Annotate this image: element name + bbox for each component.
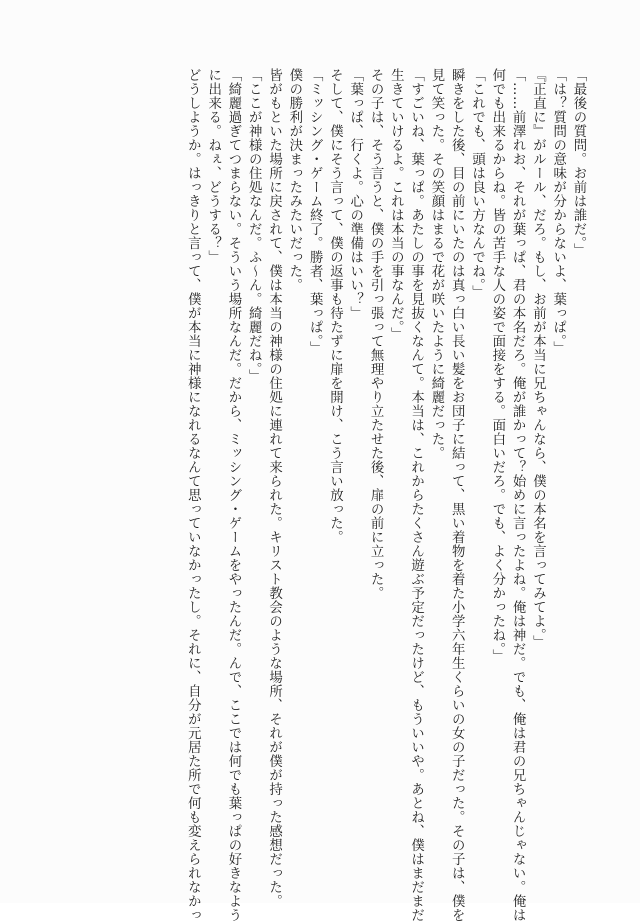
text-line: 「最後の質問。お前は誰だ。」 (571, 68, 586, 258)
text-line: 「すごいね、葉っぱ。あたしの事を見抜くなんて。本当は、これからたくさん遊ぶ予定だったけど、もういいや。あとね、僕はまだまだ (408, 68, 424, 922)
text-line: 何でも出来るからね。皆の苦手な人の姿で面接をする。面白いだろ。でも、よく分かったね。」 (489, 68, 505, 664)
text-line: 僕の勝利が決まったみたいだった。 (286, 68, 302, 292)
text-line: 生きていけるよ。これは本当の事なんだ。」 (388, 68, 404, 342)
text-line: どうしようか。はっきりと言って、僕が本当に神様になれるなんて思っていなかったし。それに、自分が元居た所で何も変えられなかっ (185, 68, 201, 922)
text-line: 『正直に』がルール、だろ。もし、お前が本当に兄ちゃんなら、僕の本名を言ってみてよ。」 (530, 68, 546, 650)
text-line: 瞬きをした後、目の前にいたのは真っ白い長い髪をお団子に結って、黒い着物を着た小学六年生くらいの女の子だった。その子は、僕を (449, 68, 465, 922)
text-line: に出来る。ねぇ、どうする？」 (205, 68, 221, 264)
text-line: 「……前澤れお、それが葉っぱ、君の本名だろ。俺が誰かって？始めに言ったよね。俺は神だ。でも、俺は君の兄ちゃんじゃない。俺は (510, 68, 526, 922)
text-line: 皆がもといた場所に戻されて、僕は本当の神様の住処に連れて来られた。キリスト教会のような場所、それが僕が持った感想だった。 (266, 68, 282, 908)
text-line: 見て笑った。その笑顔はまるで花が咲いたように綺麗だった。 (428, 68, 444, 460)
vertical-text-body (182, 68, 588, 922)
text-line: 「ミッシング・ゲーム終了。勝者、葉っぱ。」 (307, 68, 323, 356)
text-line: 「は？質問の意味が分からないよ、葉っぱ。」 (550, 68, 566, 356)
text-line: そして、僕にそう言って、僕の返事も待たずに扉を開け、こう言い放った。 (327, 68, 343, 544)
text-line: 「綺麗過ぎてつまらない。そういう場所なんだ。だから、ミッシング・ゲームをやったんだ。んで、ここでは何でも葉っぱの好きなよう (225, 68, 241, 922)
text-line: 「これでも、頭は良い方なんでね。」 (469, 68, 485, 300)
text-line: その子は、そう言うと、僕の手を引っ張って無理やり立たせた後、扉の前に立った。 (368, 68, 384, 600)
text-line: 「葉っぱ、行くよ。心の準備はいい？」 (347, 68, 363, 320)
text-line: 「ここが神様の住処なんだ。ふ～ん。綺麗だね。」 (246, 68, 262, 384)
